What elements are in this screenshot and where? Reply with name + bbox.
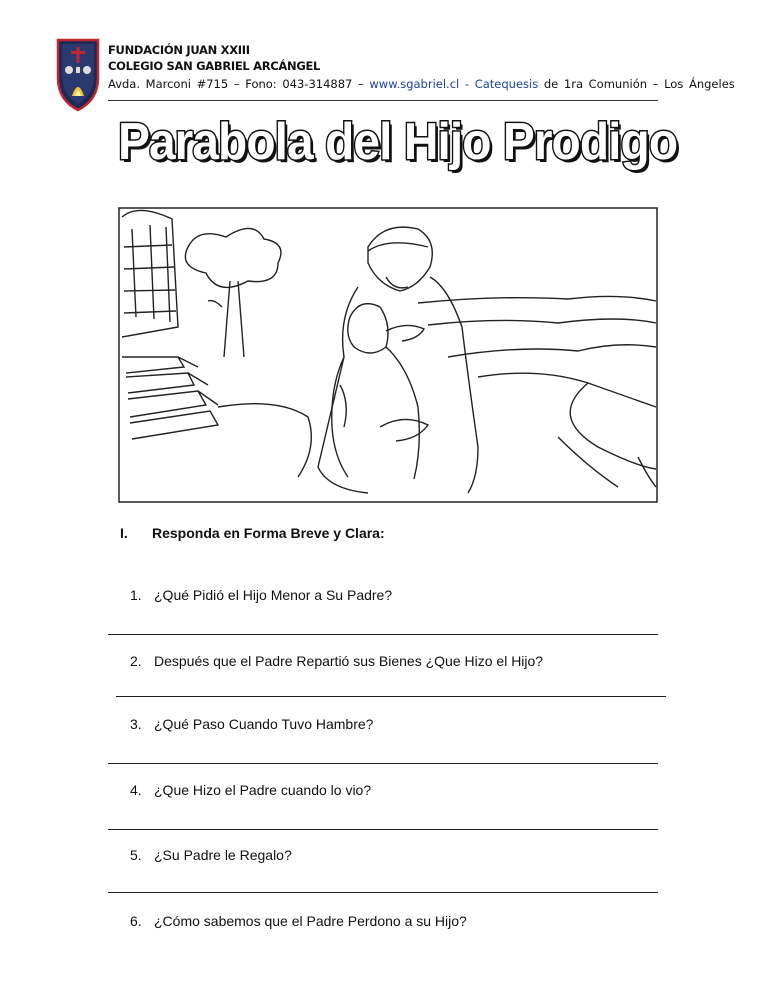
question-3	[130, 716, 373, 732]
address-line	[108, 77, 735, 91]
question-2	[130, 653, 543, 669]
question-text: ¿Qué Pidió el Hijo Menor a Su Padre?	[154, 587, 393, 603]
question-number: 3.	[130, 716, 142, 732]
section-heading	[120, 525, 385, 541]
org-name: FUNDACIÓN JUAN XXIII	[108, 43, 250, 57]
school-crest-logo	[56, 38, 100, 112]
question-text: ¿Qué Paso Cuando Tuvo Hambre?	[154, 716, 374, 732]
answer-line-1[interactable]	[108, 634, 658, 635]
question-5	[130, 847, 292, 863]
address-post: de 1ra Comunión – Los Ángeles	[543, 77, 735, 91]
question-text: ¿Cómo sabemos que el Padre Perdono a su Hijo?	[154, 913, 467, 929]
question-number: 2.	[130, 653, 142, 669]
question-4	[130, 782, 371, 798]
website-link[interactable]: www.sgabriel.cl	[369, 77, 460, 91]
question-number: 6.	[130, 913, 142, 929]
page-title: Parabola del Hijo Prodigo	[118, 113, 678, 171]
address-pre: Avda. Marconi #715 – Fono: 043-314887 –	[108, 77, 364, 91]
catequesis-link[interactable]: Catequesis	[474, 77, 539, 91]
question-text: ¿Que Hizo el Padre cuando lo vio?	[154, 782, 372, 798]
answer-line-5[interactable]	[108, 892, 658, 893]
header-rule	[108, 100, 658, 101]
question-number: 4.	[130, 782, 142, 798]
question-number: 5.	[130, 847, 142, 863]
answer-line-4[interactable]	[108, 829, 658, 830]
section-number: I.	[120, 525, 128, 541]
section-label: Responda en Forma Breve y Clara:	[152, 525, 385, 541]
question-number: 1.	[130, 587, 142, 603]
question-1	[130, 587, 392, 603]
answer-line-3[interactable]	[108, 763, 658, 764]
question-6	[130, 913, 467, 929]
answer-line-2[interactable]	[116, 696, 666, 697]
question-text: ¿Su Padre le Regalo?	[154, 847, 292, 863]
separator: -	[464, 77, 470, 91]
school-name: COLEGIO SAN GABRIEL ARCÁNGEL	[108, 59, 321, 73]
question-text: Después que el Padre Repartió sus Bienes ¿Que Hizo el Hijo?	[154, 653, 544, 669]
prodigal-son-illustration	[118, 207, 658, 503]
